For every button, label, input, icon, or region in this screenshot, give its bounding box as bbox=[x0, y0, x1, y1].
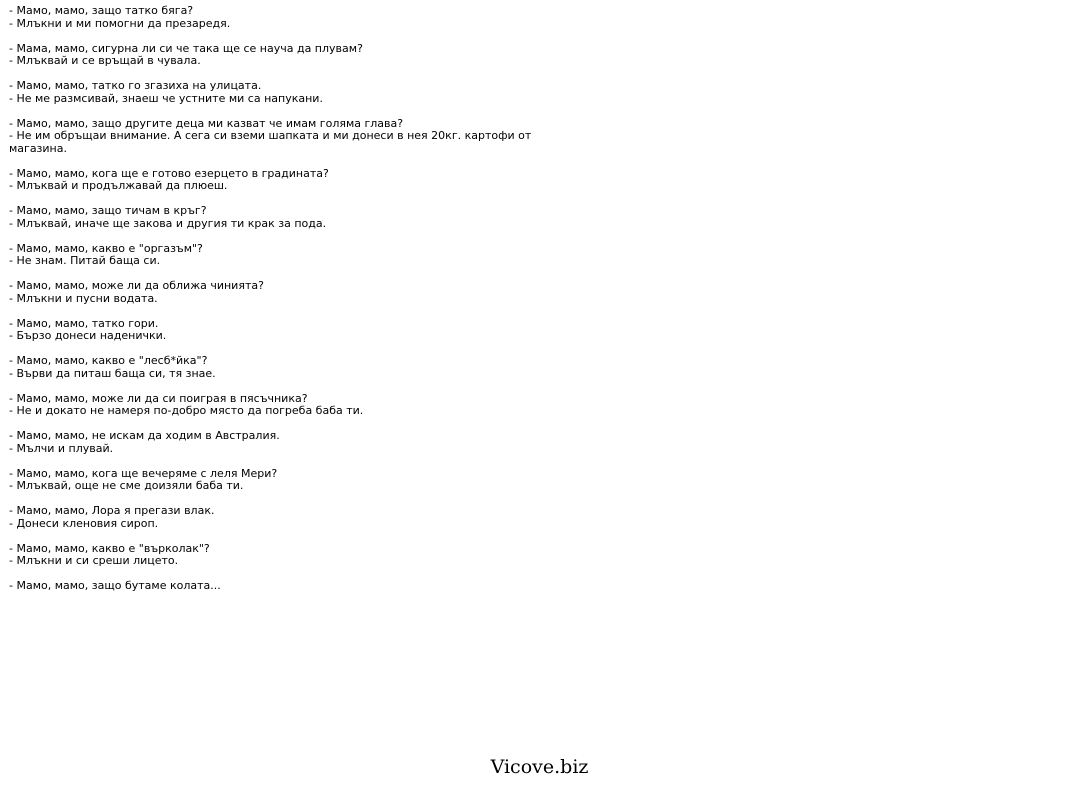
joke-question: - Мамо, мамо, кога ще вечеряме с леля Мери? bbox=[9, 466, 278, 480]
joke-question: - Мама, мамо, сигурна ли си че така ще се науча да плувам? bbox=[9, 41, 363, 55]
joke-block bbox=[9, 80, 549, 105]
joke-question: - Мамо, мамо, татко гори. bbox=[9, 316, 159, 330]
joke-block bbox=[9, 355, 549, 380]
joke-answer: - Бързо донеси наденички. bbox=[9, 329, 167, 342]
joke-answer: - Млъквай и продължавай да плюеш. bbox=[9, 179, 228, 192]
joke-block bbox=[9, 543, 549, 568]
joke-block bbox=[9, 318, 549, 343]
joke-answer: - Не им обръщаи внимание. А сега си вземи шапката и ми донеси в нея 20кг. картофи от магазина. bbox=[9, 129, 532, 155]
joke-block bbox=[9, 580, 549, 593]
joke-answer: - Млъкни и ми помогни да презаредя. bbox=[9, 16, 231, 30]
joke-block bbox=[9, 205, 549, 230]
joke-block bbox=[9, 505, 549, 530]
joke-block bbox=[9, 243, 549, 268]
joke-answer: - Млъквай, още не сме доизяли баба ти. bbox=[9, 479, 244, 492]
joke-question: - Мамо, мамо, какво е "лесб*йка"? bbox=[9, 354, 208, 367]
joke-question: - Мамо, мамо, не искам да ходим в Австралия. bbox=[9, 429, 280, 442]
joke-block bbox=[9, 468, 549, 493]
joke-question: - Мамо, мамо, Лора я прегази влак. bbox=[9, 504, 215, 517]
joke-question: - Мамо, мамо, татко го згазиха на улицата. bbox=[9, 79, 262, 92]
joke-answer: - Не знам. Питай баща си. bbox=[9, 254, 161, 267]
joke-question: - Мамо, мамо, защо тичам в кръг? bbox=[9, 204, 207, 217]
joke-block bbox=[9, 5, 549, 30]
joke-question: - Мамо, мамо, защо татко бяга? bbox=[9, 4, 194, 17]
joke-answer: - Млъквай и се връщай в чувала. bbox=[9, 54, 201, 67]
joke-answer: - Върви да питаш баща си, тя знае. bbox=[9, 366, 216, 380]
joke-answer: - Млъкни и си среши лицето. bbox=[9, 554, 179, 567]
joke-block bbox=[9, 43, 549, 68]
joke-answer: - Не ме размсивай, знаеш че устните ми са напукани. bbox=[9, 91, 323, 105]
joke-block bbox=[9, 430, 549, 455]
joke-block bbox=[9, 393, 549, 418]
joke-question: - Мамо, мамо, защо другите деца ми казват че имам голяма глава? bbox=[9, 116, 404, 130]
joke-question: - Мамо, мамо, какво е "оргазъм"? bbox=[9, 241, 203, 255]
joke-question: - Мамо, мамо, може ли да си поиграя в пясъчника? bbox=[9, 391, 308, 405]
joke-question: - Мамо, мамо, може ли да оближа чинията? bbox=[9, 279, 264, 292]
joke-answer: - Мълчи и плувай. bbox=[9, 441, 114, 455]
joke-block bbox=[9, 118, 549, 156]
joke-answer: - Донеси кленовия сироп. bbox=[9, 516, 159, 530]
jokes-list bbox=[9, 5, 549, 605]
joke-block bbox=[9, 280, 549, 305]
joke-question: - Мамо, мамо, какво е "върколак"? bbox=[9, 541, 210, 555]
site-footer-label: Vicove.biz bbox=[490, 756, 589, 778]
joke-question: - Мамо, мамо, защо бутаме колата... bbox=[9, 579, 221, 592]
joke-block bbox=[9, 168, 549, 193]
joke-answer: - Млъквай, иначе ще закова и другия ти крак за пода. bbox=[9, 216, 327, 230]
joke-answer: - Млъкни и пусни водата. bbox=[9, 291, 158, 305]
joke-answer: - Не и докато не намеря по-добро място да погреба баба ти. bbox=[9, 404, 364, 417]
joke-question: - Мамо, мамо, кога ще е готово езерцето в градината? bbox=[9, 166, 329, 180]
